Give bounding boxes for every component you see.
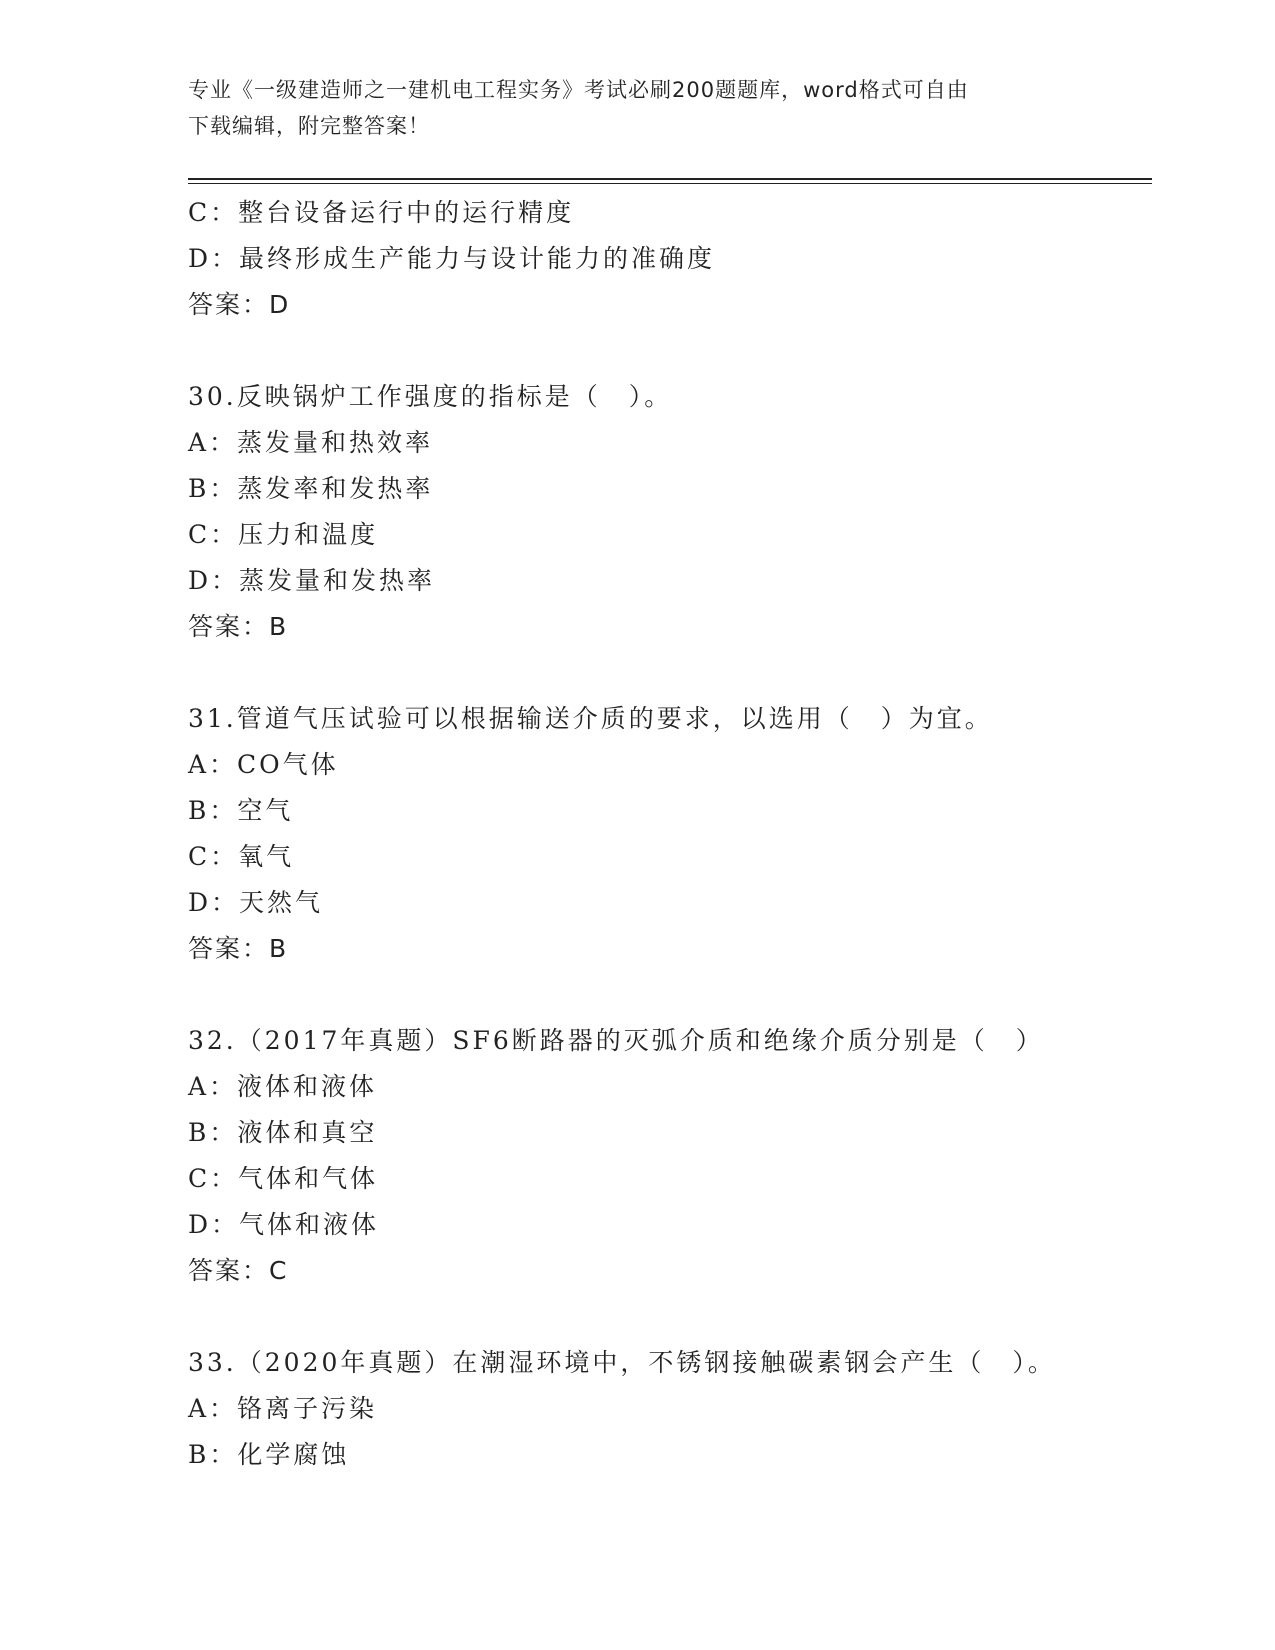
option-d: D：天然气 [188, 888, 324, 917]
header-divider-thick [188, 178, 1152, 180]
header-line-2: 下载编辑，附完整答案！ [188, 114, 430, 138]
option-a: A：铬离子污染 [188, 1394, 378, 1423]
option-b: B：液体和真空 [188, 1118, 378, 1147]
question-stem: 31.管道气压试验可以根据输送介质的要求，以选用（ ）为宜。 [188, 704, 993, 733]
option-d: D：气体和液体 [188, 1210, 380, 1239]
option-a: A：液体和液体 [188, 1072, 378, 1101]
option-c: C：氧气 [188, 842, 295, 871]
option-c: C：压力和温度 [188, 520, 379, 549]
spacer [188, 650, 1148, 696]
answer-line: 答案：B [188, 612, 289, 641]
header-divider-thin [188, 183, 1152, 184]
header-line-1: 专业《一级建造师之一建机电工程实务》考试必刷200题题库，word格式可自由 [188, 78, 969, 102]
question-block-33 [188, 1340, 1148, 1478]
document-header [188, 72, 1068, 144]
option-d: D：最终形成生产能力与设计能力的准确度 [188, 244, 716, 273]
question-stem: 32.（2017年真题）SF6断路器的灭弧介质和绝缘介质分别是（ ） [188, 1026, 1044, 1055]
question-block-31 [188, 696, 1148, 972]
option-b: B：空气 [188, 796, 294, 825]
question-block-30 [188, 374, 1148, 650]
option-b: B：化学腐蚀 [188, 1440, 350, 1469]
answer-line: 答案：C [188, 1256, 289, 1285]
question-stem: 33.（2020年真题）在潮湿环境中，不锈钢接触碳素钢会产生（ ）。 [188, 1348, 1056, 1377]
option-c: C：整台设备运行中的运行精度 [188, 198, 575, 227]
option-a: A：蒸发量和热效率 [188, 428, 434, 457]
answer-line: 答案：B [188, 934, 289, 963]
question-block-32 [188, 1018, 1148, 1294]
question-list [188, 190, 1148, 1478]
option-d: D：蒸发量和发热率 [188, 566, 436, 595]
spacer [188, 1294, 1148, 1340]
option-c: C：气体和气体 [188, 1164, 379, 1193]
question-block-29 [188, 190, 1148, 328]
spacer [188, 972, 1148, 1018]
question-stem: 30.反映锅炉工作强度的指标是（ ）。 [188, 382, 673, 411]
spacer [188, 328, 1148, 374]
option-b: B：蒸发率和发热率 [188, 474, 434, 503]
answer-line: 答案：D [188, 290, 291, 319]
option-a: A：CO气体 [188, 750, 339, 779]
